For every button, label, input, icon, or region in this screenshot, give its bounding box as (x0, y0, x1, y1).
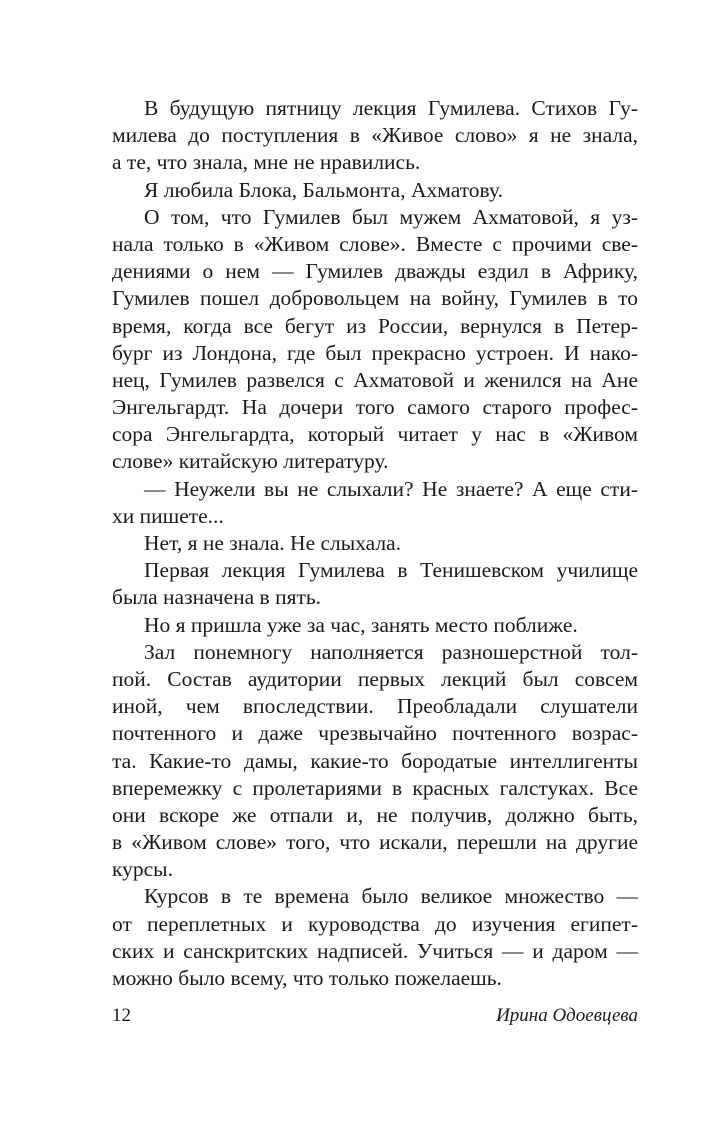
text-line: Энгельгардт. На дочери того самого старого профес- (112, 395, 638, 420)
text-line: бург из Лондона, где был прекрасно устроен. И нако- (112, 340, 638, 365)
text-line: курсы. (112, 857, 174, 882)
text-line: милева до поступления в «Живое слово» я не знала, (112, 123, 638, 148)
text-line: почтенного и даже чрезвычайно почтенного возрас- (112, 721, 638, 746)
text-line: Нет, я не знала. Не слыхала. (144, 531, 402, 555)
text-line: от переплетных и куроводства до изучения египет- (112, 911, 638, 936)
text-line: время, когда все бегут из России, вернулся в Петер- (112, 313, 638, 338)
text-line: была назначена в пять. (112, 585, 322, 610)
text-line: та. Какие-то дамы, какие-то бородатые интеллигенты (112, 748, 638, 773)
text-line: дениями о нем — Гумилев дважды ездил в Африку, (112, 259, 638, 284)
text-line: а те, что знала, мне не нравились. (112, 150, 421, 175)
text-line: нец, Гумилев развелся с Ахматовой и женился на Ане (112, 367, 638, 392)
text-line: иной, чем впоследствии. Преобладали слушатели (112, 694, 638, 719)
text-line: в «Живом слове» того, что искали, перешли на другие (112, 830, 638, 855)
page-number: 12 (112, 1005, 131, 1026)
text-line: Курсов в те времена было великое множество — (144, 884, 638, 909)
text-line: В будущую пятницу лекция Гумилева. Стихов Гу- (144, 96, 638, 120)
text-line: они вскоре же отпали и, не получив, должно быть, (112, 802, 638, 827)
text-line: Зал понемногу наполняется разношерстной тол- (144, 639, 638, 664)
text-line: О том, что Гумилев был мужем Ахматовой, я уз- (144, 204, 638, 229)
text-line: Первая лекция Гумилева в Тенишевском училище (144, 558, 638, 583)
text-line: пой. Состав аудитории первых лекций был совсем (112, 666, 638, 691)
text-line: можно было всему, что только пожелаешь. (112, 966, 502, 990)
text-line: ских и санскритских надписей. Учиться — и даром — (112, 938, 638, 963)
text-line: Но я пришла уже за час, занять место поближе. (144, 612, 578, 637)
running-header-author: Ирина Одоевцева (496, 1005, 638, 1026)
text-line: сора Энгельгардта, который читает у нас в «Живом (112, 422, 638, 447)
text-line: — Неужели вы не слыхали? Не знаете? А еще сти- (144, 476, 638, 501)
text-line: вперемежку с пролетариями в красных галстуках. Все (112, 775, 638, 800)
text-line: хи пишете... (112, 503, 224, 528)
text-line: Гумилев пошел добровольцем на войну, Гумилев в то (112, 286, 638, 311)
page-text (112, 95, 638, 992)
text-line: Я любила Блока, Бальмонта, Ахматову. (144, 177, 503, 202)
text-line: нала только в «Живом слове». Вместе с прочими све- (112, 231, 638, 256)
text-line: слове» китайскую литературу. (112, 449, 389, 474)
